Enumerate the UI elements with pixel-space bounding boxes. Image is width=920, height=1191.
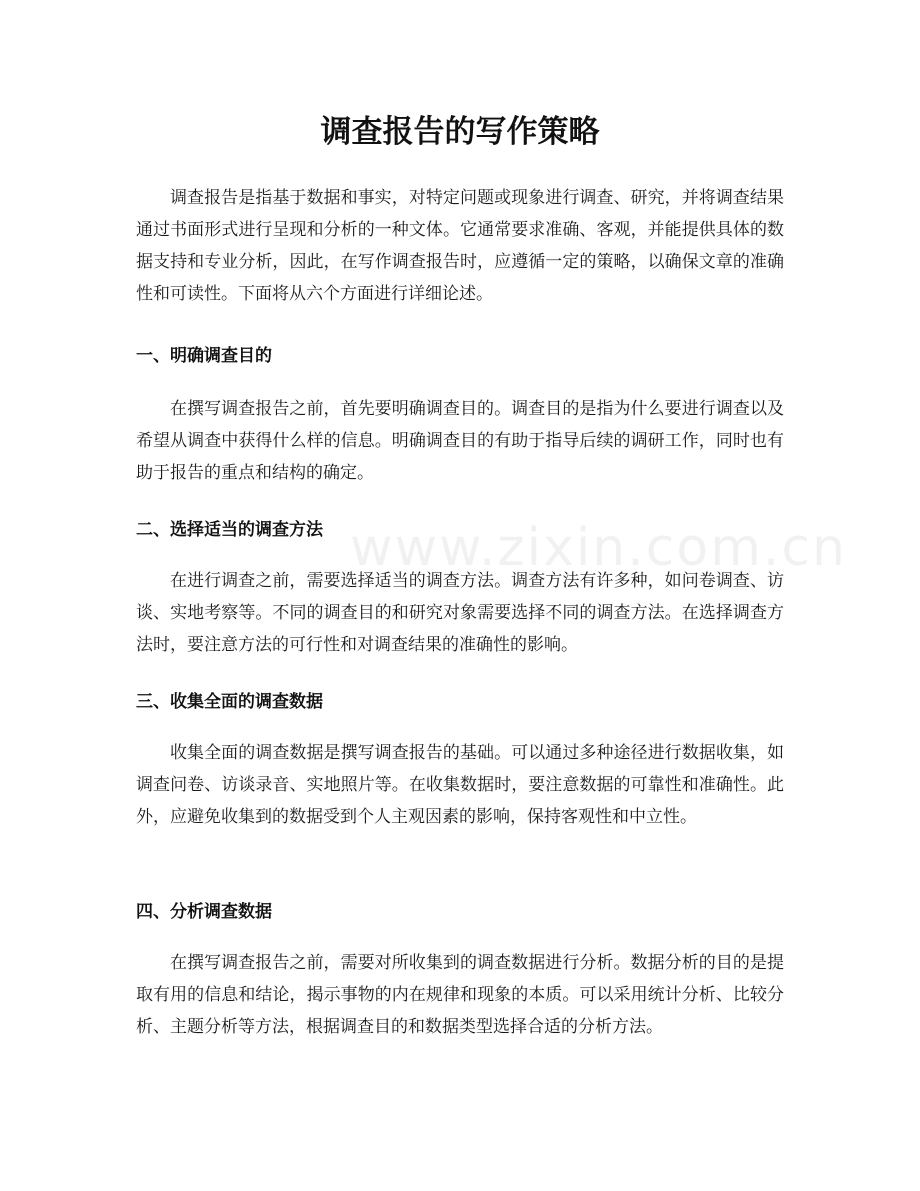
section-3-paragraph: 收集全面的调查数据是撰写调查报告的基础。可以通过多种途径进行数据收集，如调查问卷、访谈录音、实地照片等。在收集数据时，要注意数据的可靠性和准确性。此外，应避免收集到的数据受到个人主观因素的影响，保持客观性和中立性。 xyxy=(136,743,784,827)
section-2-paragraph: 在进行调查之前，需要选择适当的调查方法。调查方法有许多种，如问卷调查、访谈、实地考察等。不同的调查目的和研究对象需要选择不同的调查方法。在选择调查方法时，要注意方法的可行性和对调查结果的准确性的影响。 xyxy=(136,571,784,655)
section-1-heading: 一、明确调查目的 xyxy=(136,346,272,366)
section-4-heading: 四、分析调查数据 xyxy=(136,902,272,922)
section-2-heading: 二、选择适当的调查方法 xyxy=(136,520,323,540)
intro-paragraph: 调查报告是指基于数据和事实，对特定问题或现象进行调查、研究，并将调查结果通过书面形式进行呈现和分析的一种文体。它通常要求准确、客观，并能提供具体的数据支持和专业分析，因此，在写作调查报告时，应遵循一定的策略，以确保文章的准确性和可读性。下面将从六个方面进行详细论述。 xyxy=(136,188,784,304)
watermark: www.zixin.com.cn xyxy=(350,518,847,578)
section-1-paragraph: 在撰写调查报告之前，首先要明确调查目的。调查目的是指为什么要进行调查以及希望从调查中获得什么样的信息。明确调查目的有助于指导后续的调研工作，同时也有助于报告的重点和结构的确定。 xyxy=(136,399,784,483)
section-4-paragraph: 在撰写调查报告之前，需要对所收集到的调查数据进行分析。数据分析的目的是提取有用的信息和结论，揭示事物的内在规律和现象的本质。可以采用统计分析、比较分析、主题分析等方法，根据调查目的和数据类型选择合适的分析方法。 xyxy=(136,953,784,1037)
document-title: 调查报告的写作策略 xyxy=(320,114,600,150)
section-3-heading: 三、收集全面的调查数据 xyxy=(136,692,323,712)
